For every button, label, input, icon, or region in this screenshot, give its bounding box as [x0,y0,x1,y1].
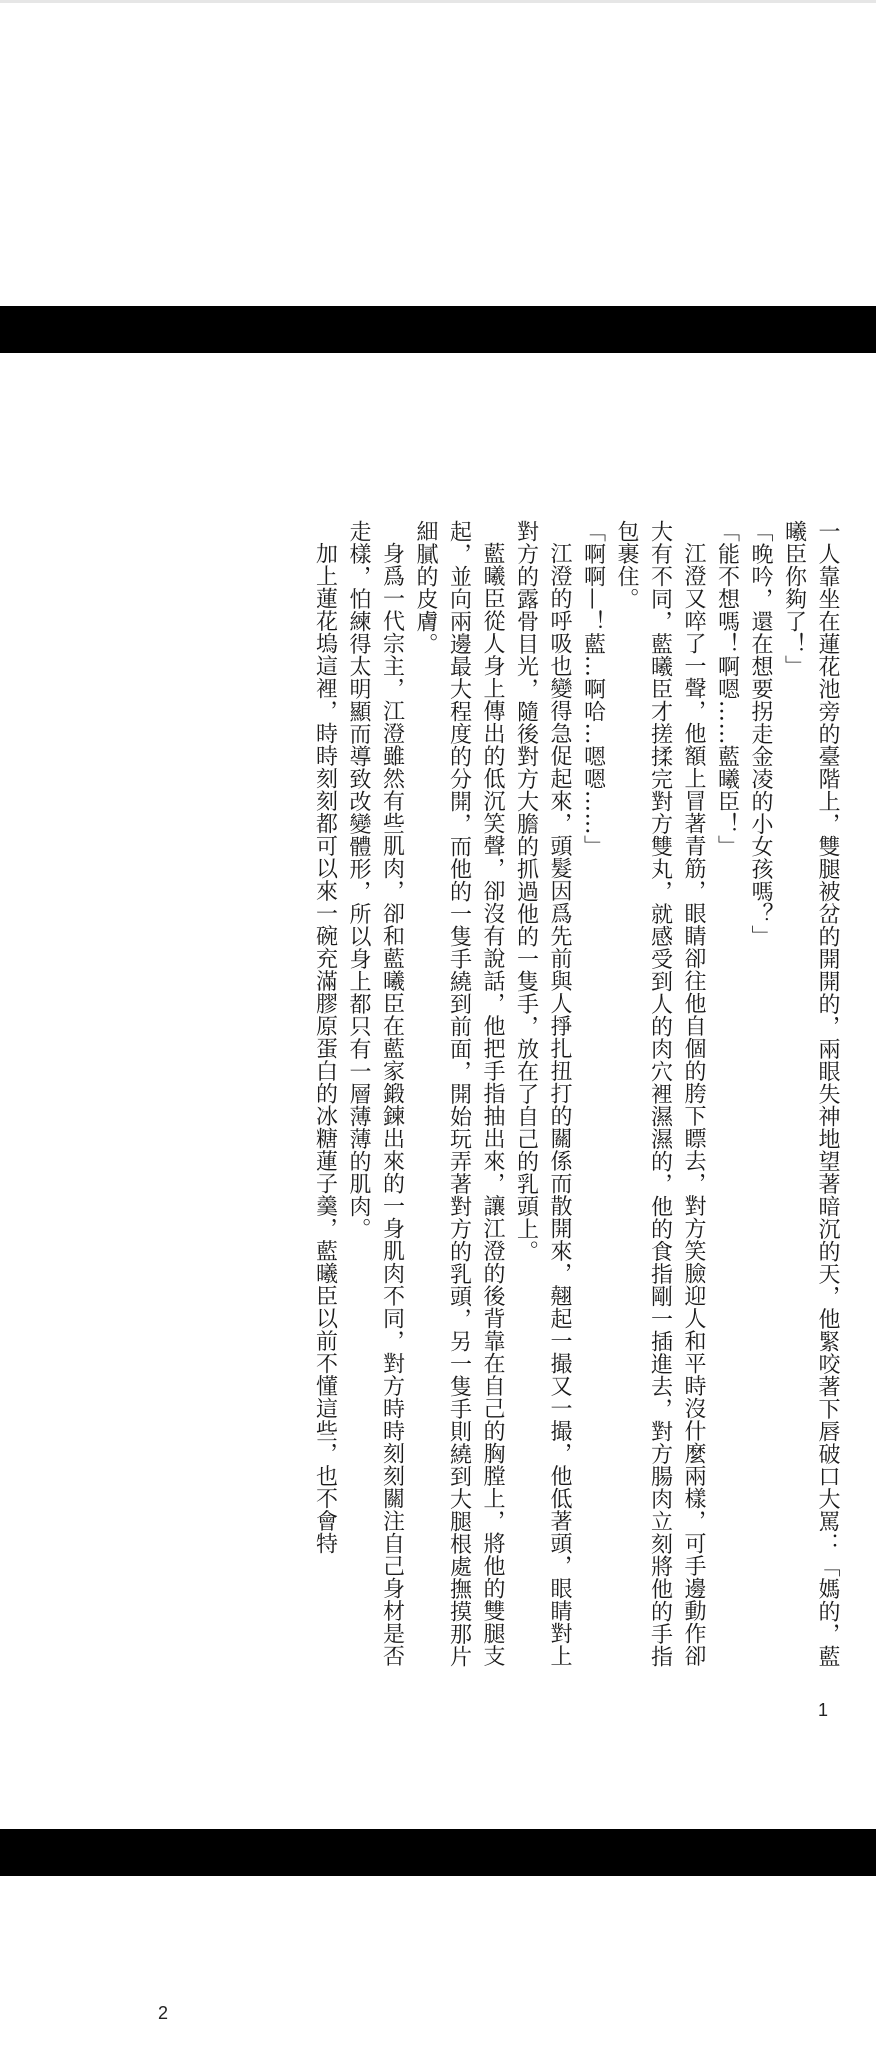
page-number-2: 2 [158,2003,169,2023]
paragraph: 江澄的呼吸也變得急促起來，頭髮因爲先前與人掙扎扭打的關係而散開來，翹起一撮又一撮，他低著頭，眼睛對上對方的露骨目光，隨後對方大膽的抓過他的一隻手，放在了自己的乳頭上。 [513,520,572,1667]
paragraph: 「晚吟，還在想要拐走金凌的小女孩嗎？」 [748,520,773,948]
paragraph: 「能不想嗎！啊嗯……藍曦臣！」 [714,520,740,858]
page-separator-top [0,306,876,353]
page-separator-bottom [0,1829,876,1876]
paragraph: 江澄又啐了一聲，他額上冒著青筋，眼睛卻往他自個的胯下瞟去，對方笑臉迎人和平時沒什麼兩樣，可手邊動作卻大有不同，藍曦臣才搓揉完對方雙丸，就感受到人的肉穴裡濕濕的，他的食指剛一插進去，對方腸肉立刻將他的手指包裹住。 [614,520,706,1668]
paragraph: 身爲一代宗主，江澄雖然有些肌肉，卻和藍曦臣在藍家鍛鍊出來的一身肌肉不同，對方時時刻刻關注自己身材是否走樣，怕練得太明顯而導致改變體形，所以身上都只有一層薄薄的肌肉。 [346,520,405,1667]
paragraph: 一人靠坐在蓮花池旁的臺階上，雙腿被岔的開開的，兩眼失神地望著暗沉的天，他緊咬著下唇破口大罵：「媽的，藍曦臣你夠了！」 [781,520,840,1668]
page-1-body [308,520,844,1680]
paragraph: 「啊啊—！藍…啊哈…嗯嗯……」 [580,520,606,858]
top-divider [0,0,876,3]
paragraph: 藍曦臣從人身上傳出的低沉笑聲，卻沒有說話，他把手指抽出來，讓江澄的後背靠在自己的胸膛上，將他的雙腿支起，並向兩邊最大程度的分開，而他的一隻手繞到前面，開始玩弄著對方的乳頭，另一隻手則繞到大腿根處撫摸那片細膩的皮膚。 [413,520,505,1668]
page-number-1: 1 [818,1700,829,1720]
paragraph: 加上蓮花塢這裡，時時刻刻都可以來一碗充滿膠原蛋白的冰糖蓮子羹，藍曦臣以前不懂這些，也不會特 [312,542,338,1555]
